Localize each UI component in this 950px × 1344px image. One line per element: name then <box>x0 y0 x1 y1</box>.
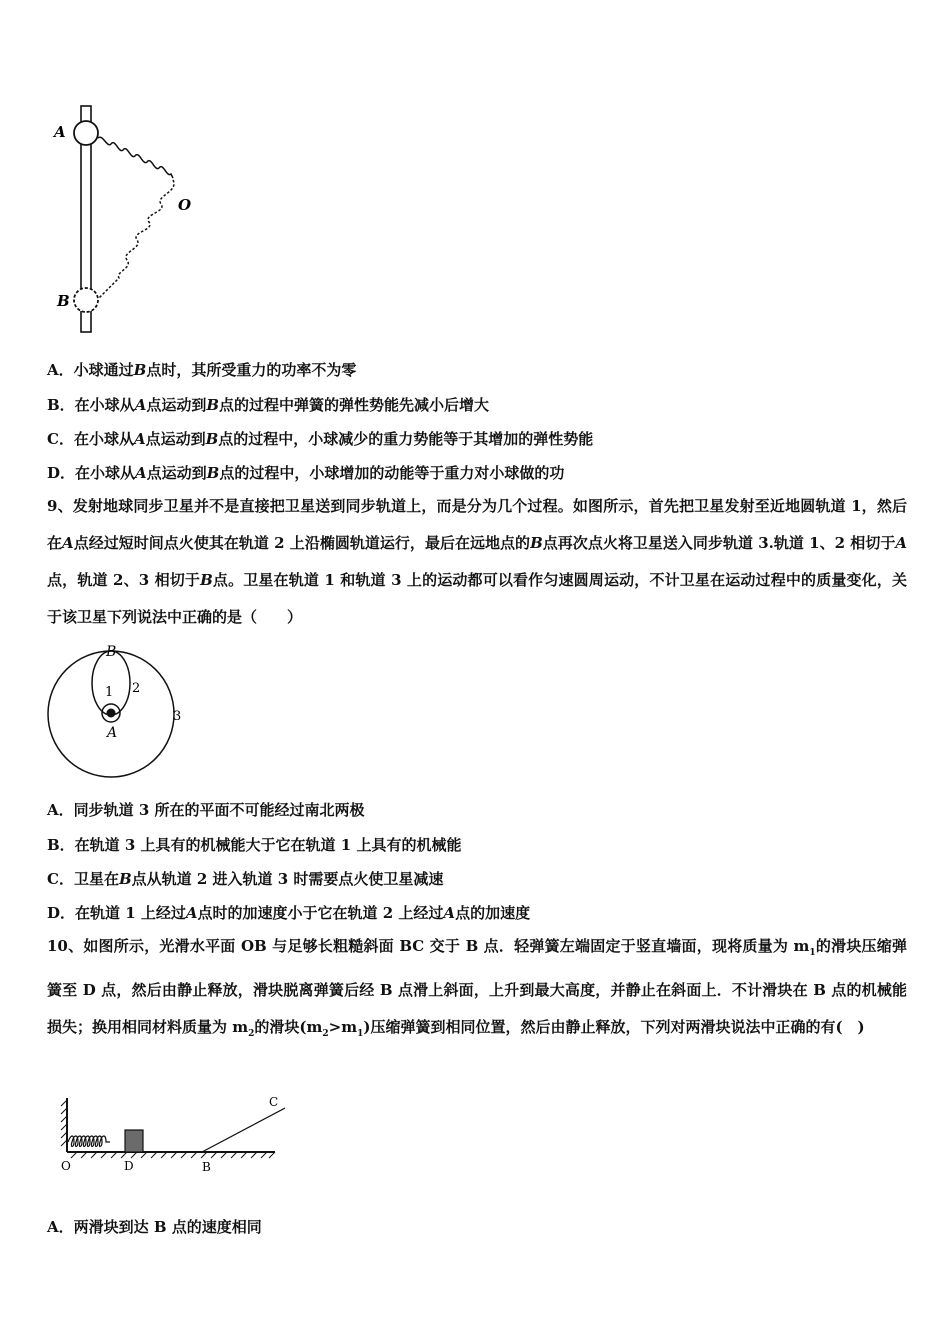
label-b: B <box>57 292 70 310</box>
label-b: B <box>202 1160 211 1174</box>
label-a: A <box>54 123 66 141</box>
q8-option-b: B．在小球从A点运动到B点的过程中弹簧的弹性势能先减小后增大 <box>47 396 490 414</box>
label-d: D <box>124 1159 134 1173</box>
q9-option-c: C．卫星在B点从轨道 2 进入轨道 3 时需要点火使卫星减速 <box>47 870 444 888</box>
ball-at-a <box>74 121 98 145</box>
spring-dashed <box>99 180 174 298</box>
q9-stem: 9、发射地球同步卫星并不是直接把卫星送到同步轨道上，而是分为几个过程。如图所示，首先把卫星发射至近地圆轨道 1，然后在A点经过短时间点火使其在轨道 2 上沿椭圆轨道运行，最后在远地点的B点再次点火将卫星送入同步轨道 3.轨道 1、2 相切于A点，轨道 2、3 相切于B点。卫星在轨道 1 和轨道 3 上的运动都可以看作匀速圆周运动，不计卫星在运动过程中的质量变化，关于该卫星下列说法中正确的是（ ） <box>47 497 907 626</box>
q9-option-a: A．同步轨道 3 所在的平面不可能经过南北两极 <box>47 801 365 819</box>
block <box>125 1130 143 1152</box>
q8-option-d: D．在小球从A点运动到B点的过程中，小球增加的动能等于重力对小球做的功 <box>47 464 565 482</box>
q9-option-b: B．在轨道 3 上具有的机械能大于它在轨道 1 上具有的机械能 <box>47 836 462 854</box>
label-c: C <box>269 1095 279 1109</box>
orbit-label-a: A <box>107 725 118 741</box>
earth <box>107 709 116 718</box>
orbit-label-1: 1 <box>105 685 114 700</box>
q8-option-a: A．小球通过B点时，其所受重力的功率不为零 <box>47 361 357 379</box>
incline <box>202 1107 285 1152</box>
spring-solid <box>98 137 173 178</box>
orbit-label-2: 2 <box>132 681 141 696</box>
label-o: O <box>61 1159 71 1173</box>
label-o: O <box>178 196 192 214</box>
orbit-label-3: 3 <box>173 709 182 724</box>
orbit-2 <box>92 651 130 715</box>
orbit-figure <box>45 638 205 778</box>
q9-option-d: D．在轨道 1 上经过A点时的加速度小于它在轨道 2 上经过A点的加速度 <box>47 904 531 922</box>
orbit-label-b: B <box>106 644 117 660</box>
spring <box>68 1136 110 1147</box>
q10-stem: 10、如图所示，光滑水平面 OB 与足够长粗糙斜面 BC 交于 B 点．轻弹簧左端固定于竖直墙面，现将质量为 $m_1$的滑块压缩弹簧至 D 点，然后由静止释放，滑块脱离弹簧后经 B 点滑上斜面，上升到最大高度，并静止在斜面上．不计滑块在 B 点的机械能损失；换用相同材料质量为 $m_2$的滑块$(m_2>m_1)$压缩弹簧到相同位置，然后由静止释放，下列对两滑块说法中正确的有( ) <box>47 937 907 1039</box>
q10-option-a: A．两滑块到达 B 点的速度相同 <box>47 1218 262 1236</box>
rod-spring-figure <box>45 100 205 340</box>
incline-figure <box>55 1092 285 1182</box>
q8-option-c: C．在小球从A点运动到B点的过程中，小球减少的重力势能等于其增加的弹性势能 <box>47 430 594 448</box>
